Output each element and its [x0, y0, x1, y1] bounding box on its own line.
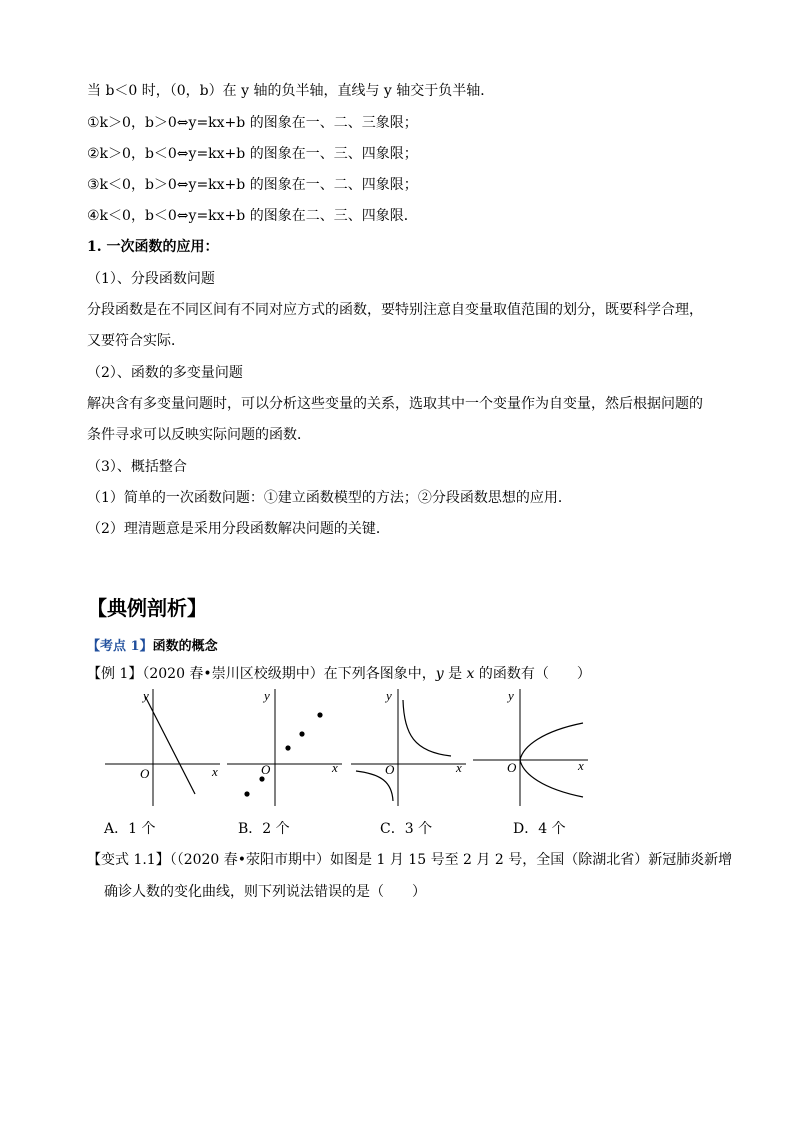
example-1-suffix: 的函数有（ ）: [474, 666, 591, 682]
text-line-13: （3）、概括整合: [87, 459, 187, 475]
option-d: D．4 个: [513, 821, 566, 837]
section-title: 【典例剖析】: [87, 596, 207, 620]
text-line-8: 分段函数是在不同区间有不同对应方式的函数，要特别注意自变量取值范围的划分，既要科学合理，: [87, 302, 703, 318]
graph-c-origin: O: [385, 762, 395, 777]
graph-c: [346, 686, 471, 811]
graph-d: [468, 686, 593, 811]
text-line-14: （1）简单的一次函数问题：①建立函数模型的方法；②分段函数思想的应用．: [87, 490, 572, 506]
variant-1-1-line-2: 确诊人数的变化曲线，则下列说法错误的是（ ）: [104, 884, 426, 900]
graph-b-y-label: y: [264, 688, 270, 703]
graph-b-point: [259, 776, 264, 781]
graph-c-y-label: y: [386, 688, 392, 703]
text-line-15: （2）理清题意是采用分段函数解决问题的关键．: [87, 521, 390, 537]
graph-b-origin: O: [261, 762, 271, 777]
graph-a-x-label: x: [212, 764, 218, 779]
heading-linear-application: 1. 一次函数的应用：: [87, 239, 219, 255]
graph-d-x-label: x: [578, 758, 584, 773]
graph-c-branch-right: [403, 700, 451, 756]
variant-1-1-line-1: 【变式 1.1】（（2020 春•荥阳市期中）如图是 1 月 15 号至 2 月 2 号，全国（除湖北省）新冠肺炎新增: [87, 852, 733, 868]
graph-d-y-label: y: [508, 688, 514, 703]
graph-a: [100, 686, 225, 811]
text-line-10: （2）、函数的多变量问题: [87, 365, 243, 381]
text-line-9: 又要符合实际．: [87, 333, 185, 349]
graph-b-x-label: x: [332, 760, 338, 775]
text-line-1: 当 b＜0 时，（0，b）在 y 轴的负半轴，直线与 y 轴交于负半轴．: [87, 83, 495, 99]
graph-b: [222, 686, 347, 811]
kaodian-heading: [87, 635, 218, 654]
example-1-x: x: [466, 666, 475, 682]
example-1-mid: 是: [443, 666, 467, 682]
kaodian-text: 函数的概念: [152, 639, 218, 654]
graph-d-origin: O: [507, 760, 517, 775]
text-line-11: 解决含有多变量问题时，可以分析这些变量的关系，选取其中一个变量作为自变量，然后根据问题的: [87, 396, 703, 412]
graph-b-point: [285, 745, 290, 750]
graph-b-point: [317, 712, 322, 717]
graph-b-point: [299, 731, 304, 736]
text-line-7: （1）、分段函数问题: [87, 271, 215, 287]
option-c: C．3 个: [380, 821, 433, 837]
example-1-prefix: 【例 1】（2020 春•崇川区校级期中）在下列各图象中，: [87, 666, 436, 682]
example-1-question: [87, 664, 591, 684]
option-a: A．1 个: [104, 821, 156, 837]
graph-a-y-label: y: [143, 688, 149, 703]
graph-b-point: [244, 791, 249, 796]
text-line-3: ②k＞0，b＜0⇔y=kx+b 的图象在一、三、四象限；: [87, 146, 418, 162]
graph-c-x-label: x: [456, 760, 462, 775]
kaodian-tag: 【考点 1】: [87, 639, 153, 654]
text-line-4: ③k＜0，b＞0⇔y=kx+b 的图象在一、二、四象限；: [87, 177, 418, 193]
graph-a-origin: O: [140, 766, 150, 781]
text-line-2: ①k＞0，b＞0⇔y=kx+b 的图象在一、二、三象限；: [87, 115, 418, 131]
option-b: B．2 个: [238, 821, 290, 837]
text-line-5: ④k＜0，b＜0⇔y=kx+b 的图象在二、三、四象限．: [87, 208, 418, 224]
example-1-y: y: [435, 666, 444, 682]
text-line-12: 条件寻求可以反映实际问题的函数．: [87, 427, 311, 443]
